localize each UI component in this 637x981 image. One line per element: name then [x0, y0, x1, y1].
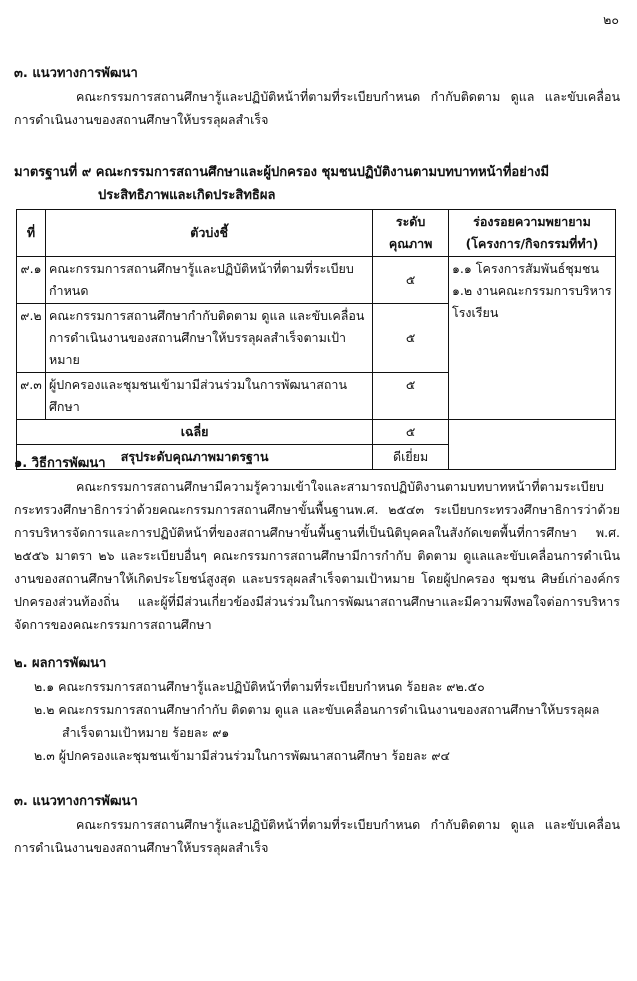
row-no: ๙.๒ [17, 304, 46, 373]
summary-value: ดีเยี่ยม [373, 445, 449, 470]
row-indicator: ผู้ปกครองและชุมชนเข้ามามีส่วนร่วมในการพัฒนาสถานศึกษา [45, 373, 372, 420]
header-evidence: ร่องรอยความพยายาม (โครงการ/กิจกรรมที่ทำ) [448, 210, 615, 257]
row-no: ๙.๓ [17, 373, 46, 420]
result-item [14, 675, 620, 698]
development-guideline-section [14, 790, 620, 859]
row-indicator: คณะกรรมการสถานศึกษารู้และปฏิบัติหน้าที่ตามที่ระเบียบกำหนด [45, 257, 372, 304]
standard-title [14, 161, 620, 207]
section-heading: ๓. แนวทางการพัฒนา [14, 794, 138, 809]
row-level: ๕ [373, 257, 449, 304]
result-item [14, 698, 620, 744]
result-item [14, 744, 620, 767]
average-label: เฉลี่ย [17, 420, 373, 445]
section-heading: ๑. วิธีการพัฒนา [14, 456, 106, 471]
row-level: ๕ [373, 304, 449, 373]
section-paragraph: คณะกรรมการสถานศึกษามีความรู้ความเข้าใจและสามารถปฏิบัติงานตามบทบาทหน้าที่ตามระเบียบกระทรวงศึกษาธิการว่าด้วยคณะกรรมการสถานศึกษาขั้นพื้นฐานพ.ศ. ๒๕๔๓ ระเบียบกระทรวงศึกษาธิการว่าด้วยการบริหารจัดการและการปฏิบัติหน้าที่ของสถานศึกษาขั้นพื้นฐานที่เป็นนิติบุคคลในสังกัดเขตพื้นที่การศึกษา พ.ศ. ๒๕๕๖ มาตรา ๒๖ และระเบียบอื่นๆ คณะกรรมการสถานศึกษามีการกำกับ ติดตาม ดูแลและขับเคลื่อนการดำเนินงานของสถานศึกษาให้เกิดประโยชน์สูงสุด และบรรลุผลสำเร็จตามเป้าหมาย โดยผู้ปกครอง ชุมชน ศิษย์เก่าองค์กรปกครองส่วนท้องถิ่น และผู้ที่มีส่วนเกี่ยวข้องมีส่วนร่วมในการพัฒนาสถานศึกษาและมีความพึงพอใจต่อการบริหารจัดการของคณะกรรมการสถานศึกษา [14, 479, 620, 632]
section-paragraph: คณะกรรมการสถานศึกษารู้และปฏิบัติหน้าที่ตามที่ระเบียบกำหนด กำกับติดตาม ดูแล และขับเคลื่อนการดำเนินงานของสถานศึกษาให้บรรลุผลสำเร็จ [14, 89, 620, 127]
table-row [17, 257, 616, 304]
indicator-table-wrapper [16, 209, 622, 470]
evidence-line: ๑.๑ โครงการสัมพันธ์ชุมชน [451, 261, 600, 276]
header-indicator: ตัวบ่งชี้ [45, 210, 372, 257]
average-value: ๕ [373, 420, 449, 445]
table-header-row [17, 210, 616, 257]
evidence-line: ๑.๒ งานคณะกรรมการบริหารโรงเรียน [451, 283, 612, 320]
section-paragraph: คณะกรรมการสถานศึกษารู้และปฏิบัติหน้าที่ตามที่ระเบียบกำหนด กำกับติดตาม ดูแล และขับเคลื่อนการดำเนินงานของสถานศึกษาให้บรรลุผลสำเร็จ [14, 817, 620, 855]
indicator-table [16, 209, 616, 470]
row-level: ๕ [373, 373, 449, 420]
summary-label: สรุประดับคุณภาพมาตรฐาน [17, 445, 373, 470]
development-result-section [14, 652, 620, 767]
result-item-line: ๒.๒ คณะกรรมการสถานศึกษากำกับ ติดตาม ดูแล และขับเคลื่อนการดำเนินงานของสถานศึกษาให้บรรลุผล [34, 702, 600, 717]
section-heading: ๒. ผลการพัฒนา [14, 656, 107, 671]
result-item-line: ๒.๑ คณะกรรมการสถานศึกษารู้และปฏิบัติหน้าที่ตามที่ระเบียบกำหนด ร้อยละ ๙๒.๕๐ [34, 679, 485, 694]
development-method-section [14, 452, 620, 636]
average-row [17, 420, 616, 445]
top-development-guideline [14, 62, 620, 131]
standard-title-line1: มาตรฐานที่ ๙ คณะกรรมการสถานศึกษาและผู้ปกครอง ชุมชนปฏิบัติงานตามบทบาทหน้าที่อย่างมี [14, 165, 550, 180]
header-no: ที่ [17, 210, 46, 257]
section-heading: ๓. แนวทางการพัฒนา [14, 66, 138, 81]
standard-title-line2: ประสิทธิภาพและเกิดประสิทธิผล [98, 188, 276, 203]
evidence-cell [448, 257, 615, 420]
result-item-continuation: สำเร็จตามเป้าหมาย ร้อยละ ๙๑ [62, 725, 230, 740]
page-number: ๒๐ [603, 12, 619, 27]
header-level: ระดับคุณภาพ [373, 210, 449, 257]
row-no: ๙.๑ [17, 257, 46, 304]
result-item-line: ๒.๓ ผู้ปกครองและชุมชนเข้ามามีส่วนร่วมในการพัฒนาสถานศึกษา ร้อยละ ๙๔ [34, 748, 450, 763]
row-indicator: คณะกรรมการสถานศึกษากำกับติดตาม ดูแล และขับเคลื่อนการดำเนินงานของสถานศึกษาให้บรรลุผลสำเร็จตามเป้าหมาย [45, 304, 372, 373]
